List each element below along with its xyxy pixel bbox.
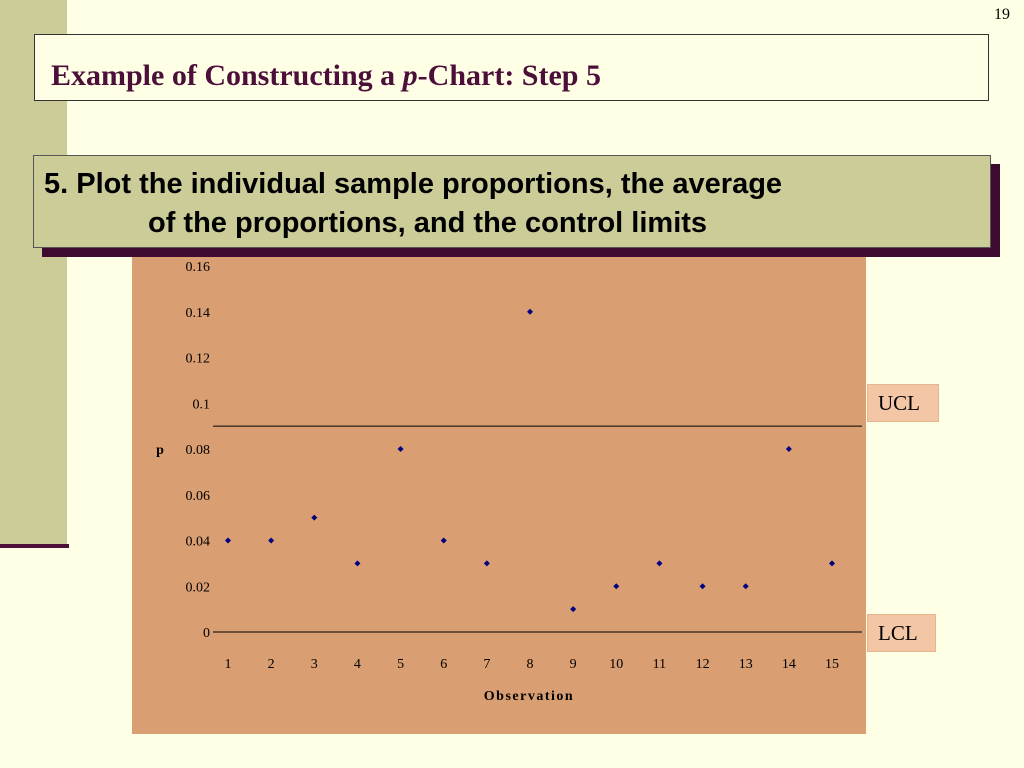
data-point: [441, 538, 447, 544]
step-box: [33, 155, 991, 248]
data-point: [398, 446, 404, 452]
data-point: [527, 309, 533, 315]
y-tick-label: 0.14: [185, 305, 210, 321]
x-tick-label: 13: [738, 657, 753, 672]
x-tick-label: 1: [224, 657, 232, 672]
x-tick-label: 15: [825, 657, 839, 672]
lcl-label: LCL: [867, 614, 936, 652]
x-tick-label: 6: [440, 657, 448, 672]
title-prefix: Example of Constructing a: [51, 59, 403, 92]
ucl-label: UCL: [867, 384, 939, 422]
page-number: 19: [994, 6, 1010, 23]
y-tick-label: 0.06: [185, 488, 210, 504]
title-italic: p: [402, 59, 418, 92]
y-tick-label: 0.12: [185, 351, 210, 367]
title-suffix: -Chart: Step 5: [417, 59, 601, 92]
x-tick-label: 11: [652, 657, 667, 672]
x-tick-label: 14: [781, 657, 796, 672]
data-point: [268, 538, 274, 544]
x-tick-label: 8: [526, 657, 534, 672]
data-point: [700, 583, 706, 589]
data-point: [743, 583, 749, 589]
step-text-line-2: of the proportions, and the control limits: [148, 207, 708, 239]
data-point: [354, 560, 360, 566]
x-tick-label: 10: [609, 657, 624, 672]
data-point: [786, 446, 792, 452]
y-tick-label: 0.02: [185, 580, 210, 596]
x-tick-label: 4: [353, 657, 361, 672]
data-point: [656, 560, 662, 566]
y-tick-label: 0.08: [185, 443, 210, 458]
data-point: [613, 583, 619, 589]
data-point: [484, 560, 490, 566]
y-axis-title: p: [156, 443, 164, 458]
data-point: [311, 515, 317, 521]
y-tick-label: 0: [203, 626, 210, 641]
y-tick-label: 0.04: [185, 534, 210, 550]
x-tick-label: 9: [569, 657, 577, 672]
data-point: [570, 606, 576, 612]
y-tick-label: 0.1: [192, 397, 210, 413]
y-tick-label: 0.16: [185, 260, 210, 275]
x-axis-title: Observation: [483, 689, 575, 704]
x-tick-label: 7: [483, 657, 491, 672]
x-tick-label: 2: [267, 657, 275, 672]
x-tick-label: 12: [695, 657, 710, 672]
x-tick-label: 3: [310, 657, 318, 672]
x-tick-label: 5: [397, 657, 405, 672]
data-point: [829, 560, 835, 566]
data-point: [225, 538, 231, 544]
step-text-line-1: 5. Plot the individual sample proportions, the average: [44, 168, 783, 200]
